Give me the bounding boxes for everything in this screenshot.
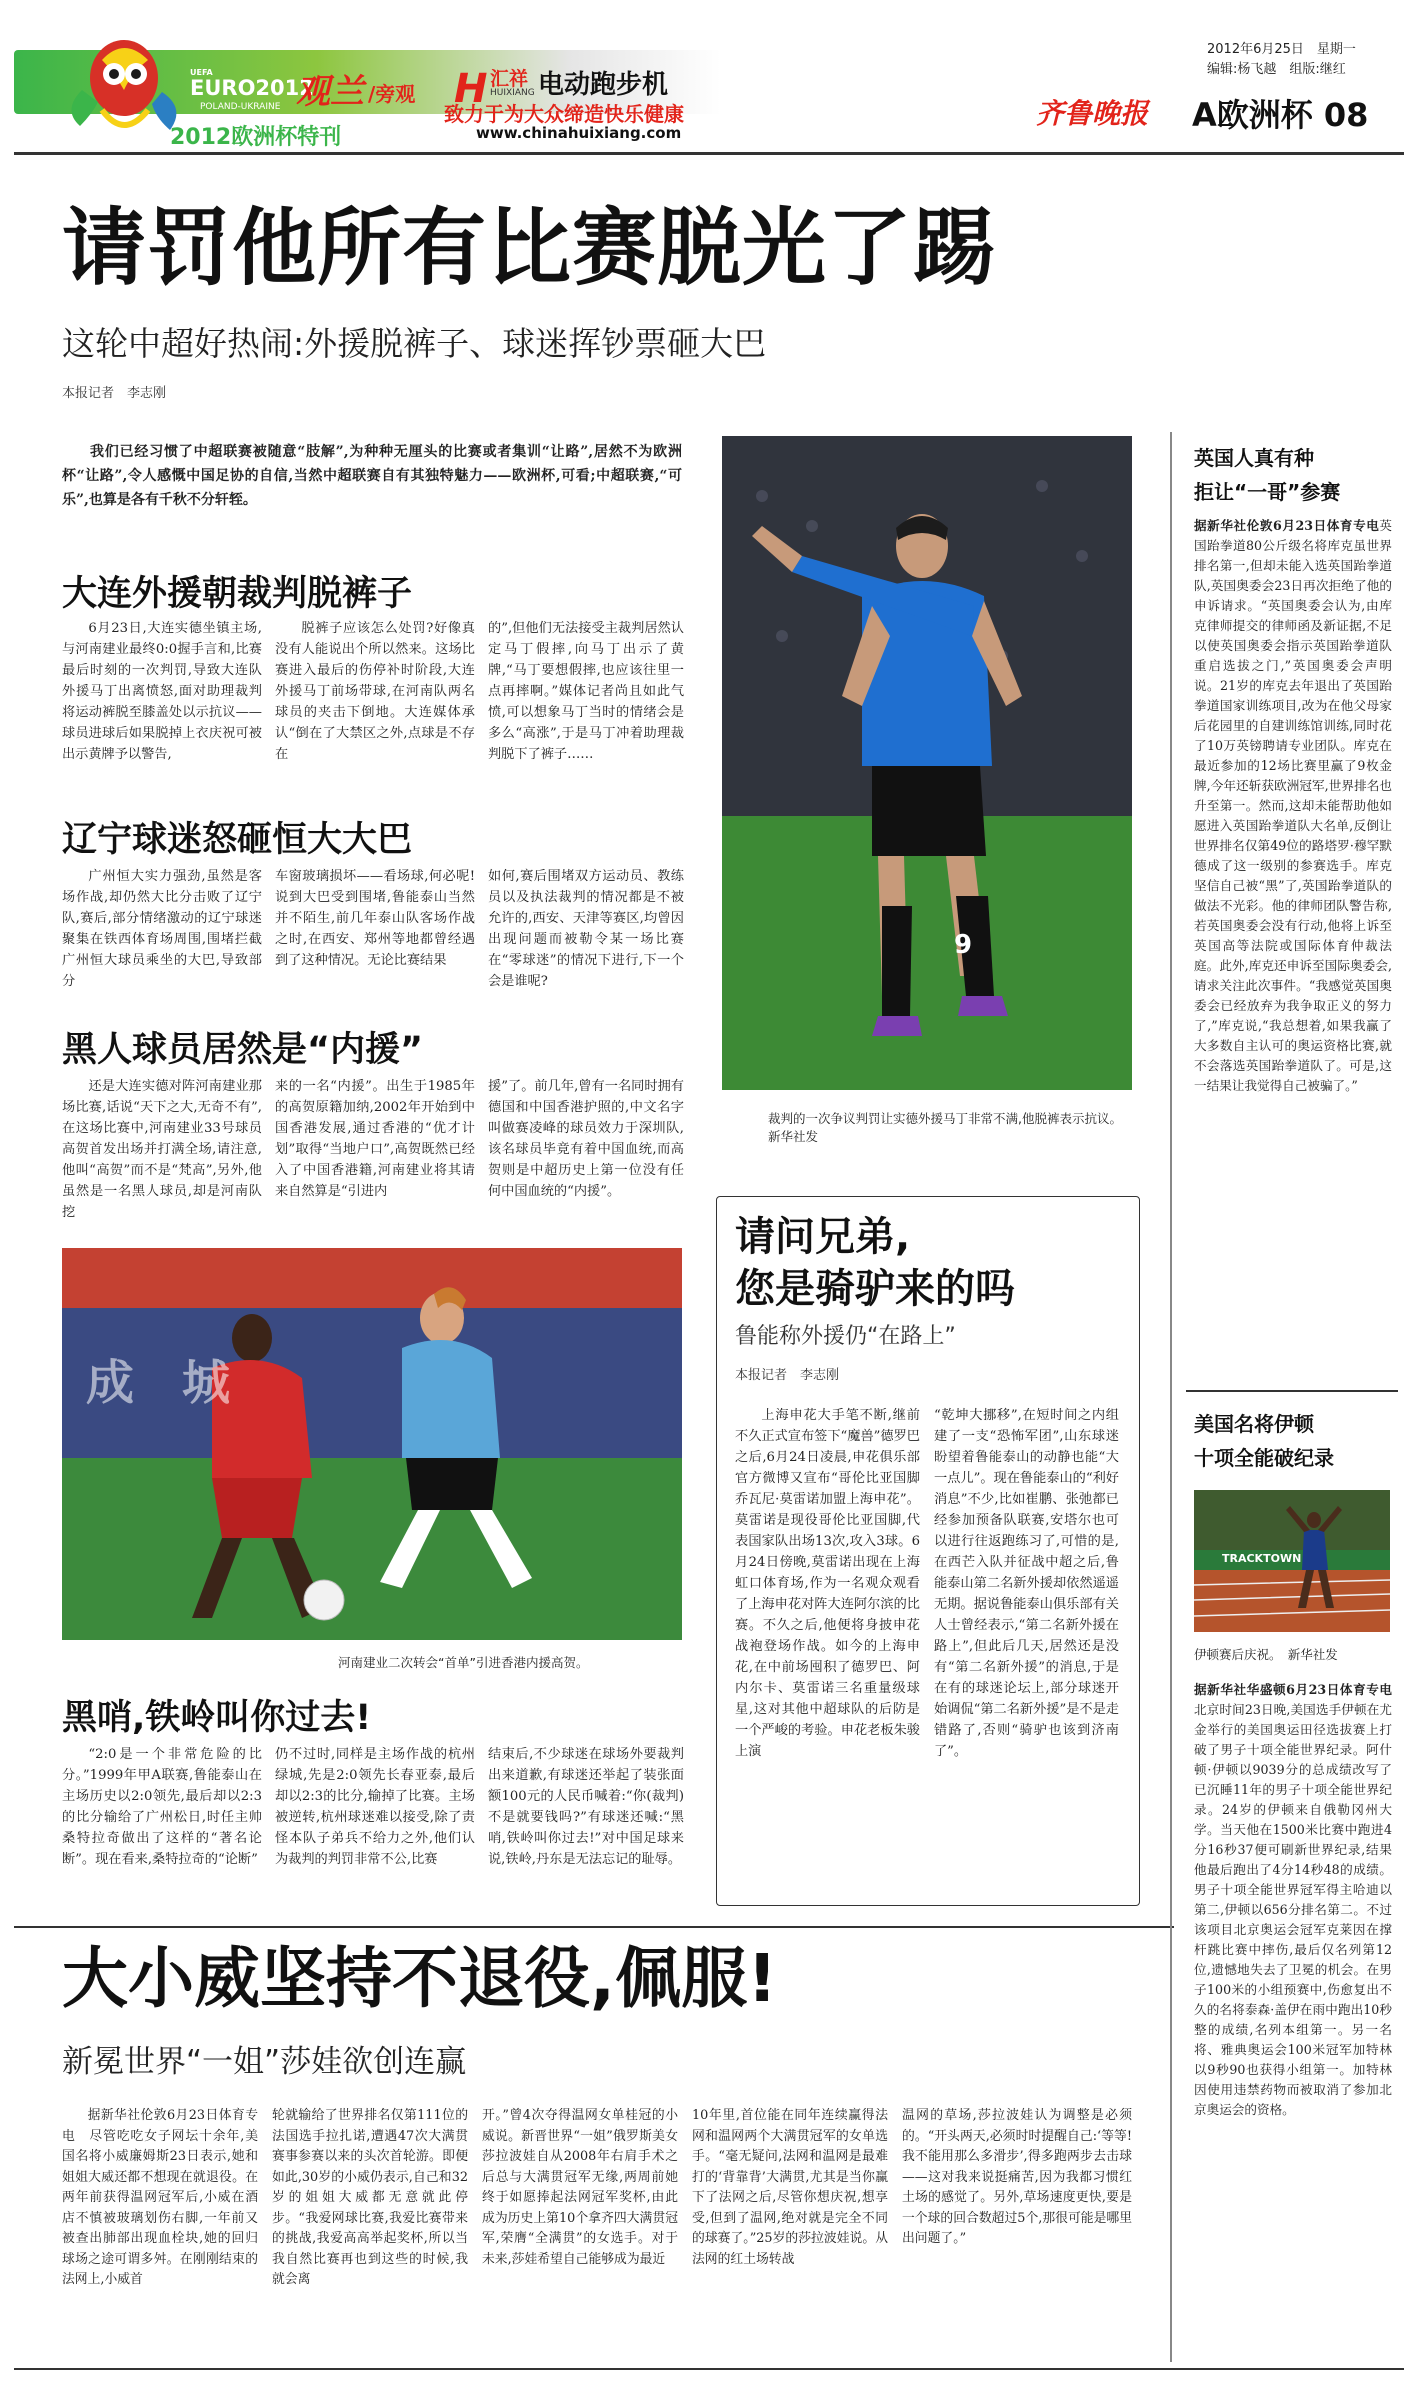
editors-line: 编辑:杨飞越 组版:继红: [1207, 62, 1346, 77]
sec5-col2: [934, 1405, 1119, 1764]
sec2-title: 辽宁球迷怒砸恒大大巴: [62, 820, 413, 860]
sec2-col1-text: 广州恒大实力强劲,虽然是客场作战,却仍然大比分击败了辽宁队,赛后,部分情绪激动的辽宁球迷聚集在铁西体育场周围,围堵拦截广州恒大球员乘坐的大巴,导致部分: [62, 869, 262, 989]
sidebar2-title-line1: 美国名将伊顿: [1194, 1412, 1314, 1436]
masthead-rule: [14, 152, 1404, 155]
gaohe-field-sign: 成 城: [86, 1355, 231, 1411]
bottom-rule: [14, 2368, 1404, 2370]
sec6-col4-text: 10年里,首位能在同年连续赢得法网和温网两个大满贯冠军的女单选手。“毫无疑问,法网和温网是最难打的‘背靠背’大满贯,尤其是当你赢下了法网之后,尽管你想庆祝,想享受,但到了温网,绝对就是完全不同的球赛了。”25岁的莎拉波娃说。从法网的红土场转战: [692, 2108, 888, 2267]
sponsor-en: HUIXIANG: [490, 88, 535, 98]
sec4-col3-text: 结束后,不少球迷在球场外要裁判出来道歉,有球迷还举起了装张面额100元的人民币喊着:“你(裁判)不是就要钱吗?”有球迷还喊:“黑哨,铁岭叫你过去!”对中国足球来说,铁岭,丹东是无法忘记的耻辱。: [488, 1747, 684, 1867]
main-headline: 请罚他所有比赛脱光了踢: [62, 199, 998, 297]
main-subheadline: 这轮中超好热闹:外援脱裤子、球迷挥钞票砸大巴: [62, 324, 767, 363]
sec6-col3: [482, 2106, 678, 2272]
sec1-col3-text: 的”,但他们无法接受主裁判居然认定马丁假摔,向马丁出示了黄牌,“马丁要想假摔,也应该往里一点再摔啊。”媒体记者尚且如此气愤,可以想象马丁当时的情绪会是多么“高涨”,于是马丁冲着助理裁判脱下了裤子……: [488, 621, 684, 762]
sec1-col1: [62, 618, 262, 767]
sponsor-product: 电动跑步机: [538, 70, 669, 100]
sidebar2-text: 北京时间23日晚,美国选手伊顿在尤金举行的美国奥运田径选拔赛上打破了男子十项全能世界纪录。阿什顿·伊顿以9039分的总成绩改写了已沉睡11年的男子十项全能世界纪录。24岁的伊顿来自俄勒冈州大学。当天他在1500米比赛中跑进4分16秒37便可刷新世界纪录,结果他最后跑出了4分14秒48的成绩。男子十项全能世界冠军得主哈迪以第二,伊顿以656分排名第二。不过该项目北京奥运会冠军克莱因在撑杆跳比赛中摔伤,最后仅名列第12位,遗憾地失去了卫冕的机会。在男子100米的小组预赛中,伤愈复出不久的名将泰森·盖伊在雨中跑出10秒整的成绩,名列本组第一。另一名将、雅典奥运会100米冠军加特林以9秒90也获得小组第一。加特林因使用违禁药物而被取消了参加北京奥运会的资格。: [1194, 1702, 1392, 2117]
sec1-col2: [275, 618, 475, 767]
sec6-col1: [62, 2106, 258, 2293]
sponsor-url: www.chinahuixiang.com: [476, 124, 682, 142]
sec1-col1-text: 6月23日,大连实德坐镇主场,与河南建业最终0:0握手言和,比赛最后时刻的一次判罚,导致大连队外援马丁出离愤怒,面对助理裁判将运动裤脱至膝盖处以示抗议——球员进球后如果脱掉上衣庆祝可被出示黄牌予以警告,: [62, 621, 262, 762]
sidebar1-title-line1: 英国人真有种: [1194, 446, 1314, 470]
sec4-col1-text: “2:0是一个非常危险的比分。”1999年甲A联赛,鲁能泰山在主场历史以2:0领先,最后却以2:3的比分输给了广州松日,时任主帅桑特拉奇做出了这样的“著名论断”。现在看来,桑特拉奇的“论断”: [62, 1747, 262, 1867]
sec2-col3: [488, 866, 684, 994]
sec3-col1-text: 还是大连实德对阵河南建业那场比赛,话说“天下之大,无奇不有”,在这场比赛中,河南建业33号球员高贺首发出场并打满全场,请注意,他叫“高贺”而不是“梵高”,另外,他虽然是一名黑人球员,却是河南队挖: [62, 1079, 262, 1220]
sec6-col1-text: 据新华社伦敦6月23日体育专电 尽管吃吃女子网坛十余年,美国名将小威廉姆斯23日表示,她和姐姐大威还都不想现在就退役。在两年前获得温网冠军后,小威在酒店不慎被玻璃划伤右脚,一年前又被查出肺部出现血栓块,她的回归球场之途可谓多舛。在刚刚结束的法网上,小威首: [62, 2108, 258, 2287]
sec6-col3-text: 开。”曾4次夺得温网女单桂冠的小威说。新晋世界“一姐”俄罗斯美女莎拉波娃自从2008年右肩手术之后总与大满贯冠军无缘,两周前她终于如愿捧起法网冠军奖杯,由此成为历史上第10个拿齐四大满贯冠军,荣膺“全满贯”的女选手。对于未来,莎娃希望自己能够成为最近: [482, 2108, 678, 2267]
martin-jersey-number: 9: [954, 930, 973, 960]
sidebar-divider: [1170, 432, 1172, 2362]
sec6-col5-text: 温网的草场,莎拉波娃认为调整是必须的。“开头两天,必须时时提醒自己:‘等等!我不能用那么多滑步’,得多跑两步去击球——这对我来说挺痛苦,因为我都习惯红土场的感觉了。另外,草场速度更快,要是一个球的回合数超过5个,那很可能是哪里出问题了。”: [902, 2108, 1132, 2246]
sec1-col2-text: 脱裤子应该怎么处罚?好像真没有人能说出个所以然来。这场比赛进入最后的伤停补时阶段,大连外援马丁前场带球,在河南队两名球员的夹击下倒地。大连媒体承认“倒在了大禁区之外,点球是不存在: [275, 621, 475, 762]
photo-martin-figure: [722, 436, 1132, 1090]
sec2-col3-text: 如何,赛后围堵双方运动员、教练员以及执法裁判的情况都是不被允许的,西安、天津等赛区,均曾因出现问题而被勒令某一场比赛在“零球迷”的情况下进行,下一个会是谁呢?: [488, 869, 684, 989]
sec4-col2: [275, 1744, 475, 1872]
sec6-col2: [272, 2106, 468, 2293]
photo-eaton-caption: 伊顿赛后庆祝。 新华社发: [1194, 1647, 1338, 1662]
sec3-col3: [488, 1076, 684, 1204]
sec2-col2: [275, 866, 475, 973]
photo-martin: [722, 436, 1132, 1090]
sec4-col1: [62, 1744, 262, 1872]
photo-gaohe-caption: 河南建业二次转会“首单”引进香港内援高贺。: [338, 1655, 589, 1670]
sec5-byline: 本报记者 李志刚: [735, 1368, 840, 1383]
photo-gaohe-figure: [62, 1248, 682, 1640]
paper-name: 齐鲁晚报: [1036, 97, 1149, 130]
sec6-top-rule: [14, 1926, 1174, 1928]
sidebar2-body: [1194, 1680, 1392, 2120]
sec4-title: 黑哨,铁岭叫你过去!: [62, 1698, 372, 1738]
sponsor-slogan: 致力于为大众缔造快乐健康: [444, 102, 684, 126]
photo-gaohe: [62, 1248, 682, 1640]
sec5-col2-text: “乾坤大挪移”,在短时间之内组建了一支“恐怖军团”,山东球迷盼望着鲁能泰山的动静也能“大一点儿”。现在鲁能泰山的“利好消息”不少,比如崔鹏、张弛都已经参加预备队联赛,安塔尔也可以进行往返跑练习了,可惜的是,在西芒入队并征战中超之后,鲁能泰山第二名新外援却依然遥遥无期。据说鲁能泰山俱乐部有关人士曾经表示,“第二名新外援在路上”,但此后几天,居然还是没有“第二名新外援”的消息,于是在有的球迷论坛上,部分球迷开始调侃“第二名新外援”是不是走错路了,否则“骑驴也该到济南了”。: [934, 1408, 1119, 1759]
sec6-col2-text: 轮就输给了世界排名仅第111位的法国选手拉扎诺,遭遇47次大满贯赛事参赛以来的头次首轮游。即便如此,30岁的小威仍表示,自己和32岁的姐姐大威都无意就此停步。“我爱网球比赛,我爱比赛带来的挑战,我爱高高举起奖杯,所以当我自然比赛再也到这些的时候,我就会离: [272, 2108, 468, 2287]
sidebar2-lead: 据新华社华盛顿6月23日体育专电: [1194, 1682, 1392, 1697]
guanzhan-label: 观兰: [296, 72, 364, 112]
sec5-title-line2: 您是骑驴来的吗: [735, 1266, 1015, 1312]
sec5-subtitle: 鲁能称外援仍“在路上”: [735, 1324, 956, 1349]
sec4-col3: [488, 1744, 684, 1872]
euro-sub-label: POLAND-UKRAINE: [200, 102, 281, 112]
intro-paragraph: [62, 440, 682, 512]
sec3-col2: [275, 1076, 475, 1204]
byline-main: 本报记者 李志刚: [62, 386, 167, 401]
sec4-col2-text: 仍不过时,同样是主场作战的杭州绿城,先是2:0领先长春亚泰,最后却以2:3的比分,输掉了比赛。主场被逆转,杭州球迷难以接受,除了责怪本队子弟兵不给力之外,他们认为裁判的判罚非常不公,比赛: [275, 1747, 475, 1867]
sponsor-brand: 汇祥: [490, 68, 529, 90]
sec2-col1: [62, 866, 262, 994]
sec3-col2-text: 来的一名“内援”。出生于1985年的高贺原籍加纳,2002年开始到中国香港发展,通过香港的“优才计划”取得“当地户口”,高贺既然已经入了中国香港籍,河南建业将其请来自然算是“引进内: [275, 1079, 475, 1199]
sec5-col1: [735, 1405, 920, 1764]
sidebar1-lead: 据新华社伦敦6月23日体育专电: [1194, 518, 1380, 533]
masthead: [14, 38, 1024, 156]
special-issue-label: 2012欧洲杯特刊: [170, 125, 342, 150]
euro-small-label: UEFA: [190, 68, 213, 77]
sec3-col3-text: 援”了。前几年,曾有一名同时拥有德国和中国香港护照的,中文名字叫做赛凌峰的球员效力于深圳队,该名球员毕竟有着中国血统,而高贺则是中超历史上第一位没有任何中国血统的“内援”。: [488, 1079, 684, 1199]
section-label: A欧洲杯 08: [1192, 96, 1369, 134]
sec5-box: [716, 1196, 1140, 1906]
sec6-subtitle: 新冕世界“一姐”莎娃欲创连赢: [62, 2044, 467, 2080]
sec6-col4: [692, 2106, 888, 2272]
sidebar1-title-line2: 拒让“一哥”参赛: [1194, 480, 1341, 504]
issue-date: 2012年6月25日 星期一: [1207, 42, 1356, 57]
sec6-col5: [902, 2106, 1132, 2252]
photo-eaton: [1194, 1490, 1390, 1632]
sidebar1-text: 英国跆拳道80公斤级名将库克虽世界排名第一,但却未能入选英国跆拳道队,英国奥委会23日再次拒绝了他的申诉请求。“英国奥委会认为,由库克律师提交的律师函及新证据,不足以使英国奥委会指示英国跆拳道队重启选拔之门,”英国奥委会声明说。21岁的库克去年退出了英国跆拳道国家训练项目,改为在他父母家后花园里的自建训练馆训练,同时花了10万英镑聘请专业团队。库克在最近参加的12场比赛里赢了9枚金牌,今年还斩获欧洲冠军,世界排名也升至第一。然而,这却未能帮助他如愿进入英国跆拳道队大名单,反倒让世界排名仅第49位的路塔罗·穆罕默德成了这一级别的参赛选手。库克坚信自己被“黑”了,英国跆拳道队的做法不光彩。他的律师团队警告称,若英国奥委会没有行动,他将上诉至英国高等法院或国际体育仲裁法庭。此外,库克还申诉至国际奥委会,请求关注此次事件。“我感觉英国奥委会已经放弃为我争取正义的努力了,”库克说,“我总想着,如果我赢了大多数自主认可的奥运资格比赛,就不会落选英国跆拳道队了。可是,这一结果让我觉得自己被骗了。”: [1194, 518, 1392, 1093]
sec5-title-line1: 请问兄弟,: [735, 1214, 911, 1260]
sponsor-mark: H: [454, 66, 488, 112]
intro-text: 我们已经习惯了中超联赛被随意“肢解”,为种种无厘头的比赛或者集训“让路”,居然不为欧洲杯“让路”,令人感慨中国足协的自信,当然中超联赛自有其独特魅力——欧洲杯,可看;中超联赛,“可乐”,也算是各有千秋不分轩轾。: [62, 444, 682, 508]
sec3-title: 黑人球员居然是“内援”: [62, 1030, 424, 1070]
eaton-track-sign: TRACKTOWN: [1222, 1552, 1302, 1565]
sec2-col2-text: 车窗玻璃损坏——看场球,何必呢!说到大巴受到围堵,鲁能泰山当然并不陌生,前几年泰山队客场作战之时,在西安、郑州等地都曾经遇到了这种情况。无论比赛结果: [275, 869, 475, 968]
pangguan-label: /旁观: [368, 82, 416, 106]
sec1-title: 大连外援朝裁判脱裤子: [62, 574, 413, 614]
sec5-col1-text: 上海申花大手笔不断,继前不久正式宣布签下“魔兽”德罗巴之后,6月24日凌晨,申花俱乐部官方微博又宣布“哥伦比亚国脚乔瓦尼·莫雷诺加盟上海申花”。莫雷诺是现役哥伦比亚国脚,代表国家队出场13次,攻入3球。6月24日傍晚,莫雷诺出现在上海虹口体育场,作为一名观众观看了上海申花对阵大连阿尔滨的比赛。不久之后,他便将身披申花战袍登场作战。如今的上海申花,在中前场囤积了德罗巴、阿内尔卡、莫雷诺三名重量级球星,这对其他中超球队的后防是一个严峻的考验。申花老板朱骏上演: [735, 1408, 920, 1759]
sec6-title: 大小威坚持不退役,佩服!: [62, 1940, 778, 2017]
photo-martin-caption: 裁判的一次争议判罚让实德外援马丁非常不满,他脱裤表示抗议。 新华社发: [768, 1111, 1166, 1144]
sec3-col1: [62, 1076, 262, 1225]
sidebar2-title-line2: 十项全能破纪录: [1194, 1446, 1334, 1470]
euro-logo-text: EURO2012: [190, 76, 314, 100]
sidebar1-body: [1194, 516, 1392, 1096]
sec1-col3: [488, 618, 684, 767]
sidebar2-top-rule: [1186, 1390, 1398, 1392]
